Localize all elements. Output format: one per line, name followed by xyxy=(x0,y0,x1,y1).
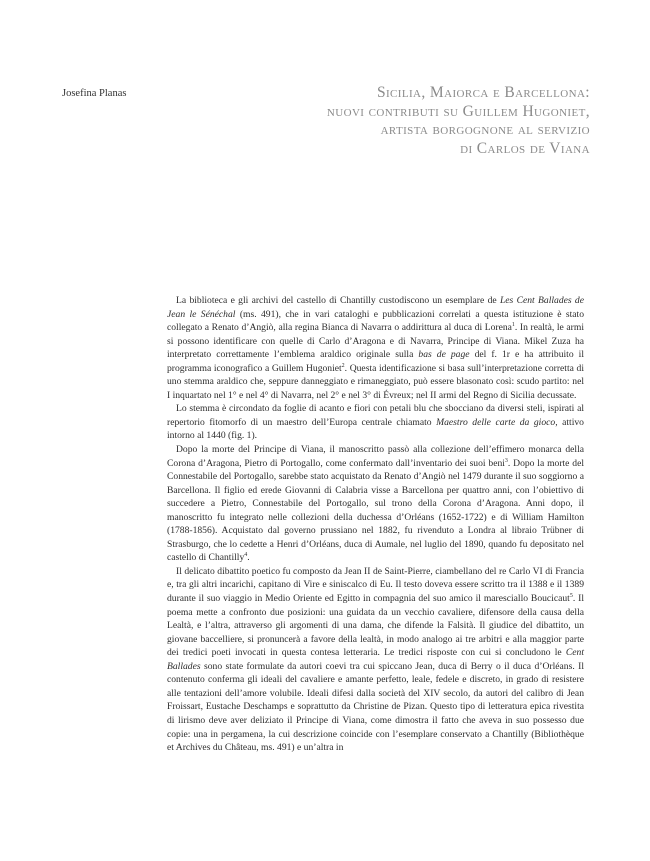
paragraph xyxy=(167,565,584,755)
running-head-author: Josefina Planas xyxy=(62,88,127,99)
text-run: . In realtà, le armi si possono identificare con quelle di Carlo d’Aragona e di Navarra, Principe di Viana. Mikel Zuza ha interpretato correttamente l’emblema araldico originale sulla xyxy=(167,322,584,361)
text-run: . Questa identificazione si basa sull’interpretazione corretta di uno stemma araldico che, seppure danneggiato e rimaneggiato, può essere blasonato così: scudo partito: nel I inquartato nel 1° e nel 4° di Navarra, nel 2° e nel 3° di Évreux; nel II armi del Regno di Sicilia decussate. xyxy=(167,362,584,401)
footnote-ref: 4 xyxy=(244,552,248,559)
text-run: . Dopo la morte del Connestabile del Portogallo, sarebbe stato acquistato da Renato d’Angiò nel 1479 durante il suo soggiorno a Barcellona. Il figlio ed erede Giovanni di Calabria visse a Barcellona per quattro anni, con l’obiettivo di succedere a Pietro, Connestabile del Portogallo, sul trono della Corona d’Aragona. Anni dopo, il manoscritto fu integrato nelle collezioni della duchessa d’Orléans (1652-1722) e di William Hamilton (1788-1856). Acquistato dal governo prussiano nel 1882, fu rivenduto a Londra al libraio Trübner di Strasburgo, che lo cedette a Henri d’Orléans, duca di Aumale, nel luglio del 1890, quando fu depositato nel castello di Chantilly xyxy=(167,457,584,564)
title-line: Sicilia, Maiorca e Barcellona: xyxy=(376,84,590,101)
text-run: (ms. 491), che in vari cataloghi e pubblicazioni correlati a questa istituzione è stato collegato a Renato d’Angiò, alla regina Bianca di Navarra o addirittura al duca di Lorena xyxy=(167,308,584,334)
title-line: nuovi contributi su Guillem Hugoniet, xyxy=(326,102,590,120)
text-run: La biblioteca e gli archivi del castello di Chantilly custodiscono un esemplare de xyxy=(176,295,500,306)
text-run: Dopo la morte del Principe di Viana, il manoscritto passò alla collezione dell’effimero monarca della Corona d’Aragona, Pietro di Portogallo, come confermato dall’inventario dei suoi beni xyxy=(167,444,584,469)
italic-term: Maestro delle carte da gioco xyxy=(436,416,556,428)
paragraph xyxy=(167,443,584,565)
text-run: del f. 1r e ha attribuito il programma iconografico a Guillem Hugoniet xyxy=(167,349,584,374)
footnote-ref: 2 xyxy=(341,362,345,369)
footnote-ref: 5 xyxy=(569,592,573,599)
text-run: Lo stemma è circondato da foglie di acanto e fiori con petali blu che sbocciano da diversi steli, ispirati al repertorio fitomorfo di un maestro dell’Europa centrale chiamato xyxy=(167,403,584,428)
paragraph xyxy=(167,294,584,402)
italic-title: Cent Ballades xyxy=(167,647,584,672)
text-run: . Il poema mette a confronto due posizioni: una guidata da un vecchio cavaliere, difensore della causa della Lealtà, e l’altra, attraverso gli argomenti di una dama, che difende la Falsità. Il giudice del dibattito, un giovane baccelliere, si pronuncerà a favore della lealtà, in modo analogo ai tre arbitri e alla maggior parte dei tredici poeti invocati in questa contesa letteraria. Le tredici risposte con cui si concludono le xyxy=(167,593,584,659)
footnote-ref: 1 xyxy=(511,321,515,328)
text-run: . xyxy=(247,552,250,564)
footnote-ref: 3 xyxy=(504,457,508,464)
italic-title: Les Cent Ballades de Jean le Sénéchal xyxy=(167,295,584,320)
title-line: artista borgognone al servizio xyxy=(380,121,590,138)
title-line: di Carlos de Viana xyxy=(460,139,590,157)
text-run: sono state formulate da autori coevi tra cui spiccano Jean, duca di Berry o il duca d’Orléans. Il contenuto conferma gli ideali del cavaliere e amante perfetto, leale, fedele e discreto, in grado di resistere alle tentazioni dell’amore volubile. Ideali difesi dalla società del XIV secolo, da autori del calibro di Jean Froissart, Eustache Deschamps e soprattutto da Christine de Pizan. Questo tipo di letteratura epica rivestita di lirismo deve aver deliziato il Principe di Viana, come dimostra il fatto che aveva in suo possesso due copie: una in pergamena, la cui descrizione coincide con l’esemplare conservato a Chantilly (Bibliothèque et Archives du Château, ms. 491) e un’altra in xyxy=(167,660,584,754)
text-run: Il delicato dibattito poetico fu composto da Jean II de Saint-Pierre, ciambellano del re Carlo VI di Francia e, tra gli altri incarichi, capitano di Vire e siniscalco di Eu. Il testo doveva essere scritto tra il 1388 e il 1389 durante il suo viaggio in Medio Oriente ed Egitto in compagnia del suo amico il maresciallo Boucicaut xyxy=(167,565,584,605)
article-title xyxy=(230,84,590,158)
body-text xyxy=(167,294,584,755)
italic-term: bas de page xyxy=(418,349,470,361)
text-run: , attivo intorno al 1440 (fig. 1). xyxy=(167,416,584,442)
paragraph xyxy=(167,402,584,443)
